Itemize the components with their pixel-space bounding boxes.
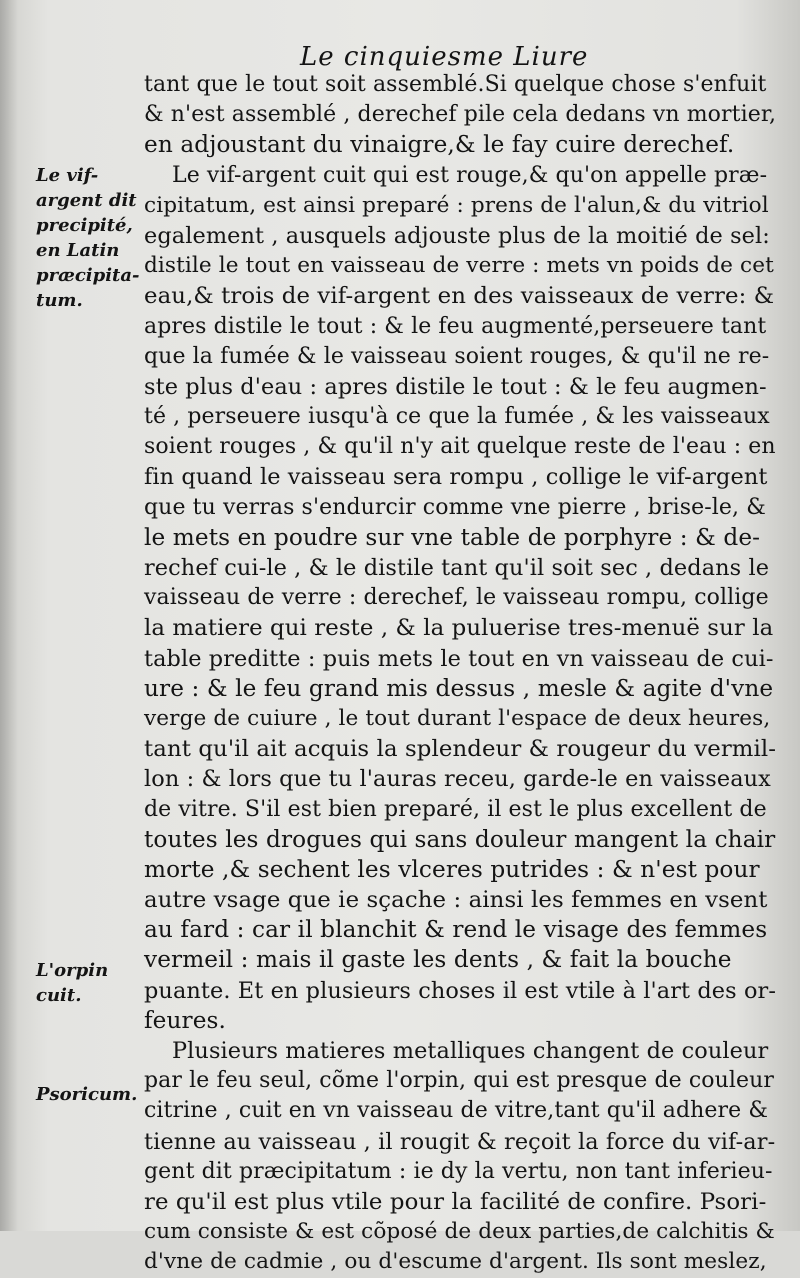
margin-note-line: precipité, xyxy=(36,215,133,236)
text-line: fin quand le vaisseau sera rompu , collige le vif-argent xyxy=(144,464,768,491)
text-line: par le feu seul, cõme l'orpin, qui est presque de couleur xyxy=(144,1068,775,1094)
text-line: eau,& trois de vif-argent en des vaisseaux de verre: & xyxy=(144,283,775,310)
text-line: lon : & lors que tu l'auras receu, garde-le en vaisseaux xyxy=(144,766,771,793)
text-line: feures. xyxy=(144,1006,227,1034)
text-line: que tu verras s'endurcir comme vne pierre , brise-le, & xyxy=(144,494,766,520)
text-line: morte ,& sechent les vlceres putrides : & n'est pour xyxy=(144,855,760,883)
body-text xyxy=(144,70,776,1278)
text-line: té , perseuere iusqu'à ce que la fumée , & les vaisseaux xyxy=(144,404,770,430)
text-line: rechef cui-le , & le distile tant qu'il soit sec , dedans le xyxy=(144,555,770,581)
text-line: puante. Et en plusieurs choses il est vtile à l'art des or- xyxy=(144,977,777,1004)
text-line: distile le tout en vaisseau de verre : mets vn poids de cet xyxy=(144,253,774,279)
margin-note-line: præcipita- xyxy=(36,265,140,286)
text-line: gent dit præcipitatum : ie dy la vertu, non tant inferieu- xyxy=(144,1158,773,1184)
gutter-shadow xyxy=(0,0,18,1231)
text-line: cum consiste & est cõposé de deux parties,de calchitis & xyxy=(144,1219,775,1245)
text-line: ure : & le feu grand mis dessus , mesle & agite d'vne xyxy=(144,674,774,702)
text-line: tant que le tout soit assemblé.Si quelque chose s'enfuit xyxy=(144,72,767,97)
text-line: de vitre. S'il est bien preparé, il est le plus excellent de xyxy=(144,796,767,822)
margin-note-line: L'orpin xyxy=(36,960,109,981)
text-line: tant qu'il ait acquis la splendeur & rougeur du vermil- xyxy=(144,736,777,763)
text-line: en adjoustant du vinaigre,& le fay cuire derechef. xyxy=(144,131,735,159)
text-line: table preditte : puis mets le tout en vn vaisseau de cui- xyxy=(144,645,774,672)
margin-note-orpin xyxy=(36,958,146,1008)
text-line: vermeil : mais il gaste les dents , & fait la bouche xyxy=(144,946,732,974)
text-line: cipitatum, est ainsi preparé : prens de l'alun,& du vitriol xyxy=(144,192,769,218)
text-line: ste plus d'eau : apres distile le tout : & le feu augmen- xyxy=(144,373,767,400)
text-line: la matiere qui reste , & la puluerise tres-menuë sur la xyxy=(144,615,774,642)
paragraph-start-line: Plusieurs matieres metalliques changent de couleur xyxy=(172,1038,769,1064)
text-line: re qu'il est plus vtile pour la facilité de confire. Psori- xyxy=(144,1188,767,1215)
paragraph-start-line: Le vif-argent cuit qui est rouge,& qu'on appelle præ- xyxy=(172,162,768,188)
margin-note-psoricum xyxy=(36,1082,146,1107)
text-line: vaisseau de verre : derechef, le vaisseau rompu, collige xyxy=(144,585,769,611)
text-line: egalement , ausquels adjouste plus de la moitié de sel: xyxy=(144,222,770,249)
text-line: autre vsage que ie sçache : ainsi les femmes en vsent xyxy=(144,887,768,914)
running-head: Le cinquiesme Liure xyxy=(300,42,589,72)
text-line: apres distile le tout : & le feu augmenté,perseuere tant xyxy=(144,313,767,339)
text-line: & n'est assemblé , derechef pile cela dedans vn mortier, xyxy=(144,102,777,128)
margin-note-line: Psoricum. xyxy=(36,1084,138,1105)
margin-note-line: Le vif- xyxy=(36,165,99,186)
margin-note-line: tum. xyxy=(36,290,83,311)
text-line: soient rouges , & qu'il n'y ait quelque reste de l'eau : en xyxy=(144,434,776,460)
text-line: le mets en poudre sur vne table de porphyre : & de- xyxy=(144,523,761,551)
margin-note-line: en Latin xyxy=(36,240,120,261)
text-line: que la fumée & le vaisseau soient rouges, & qu'il ne re- xyxy=(144,343,770,369)
margin-note-line: cuit. xyxy=(36,985,82,1006)
text-line: citrine , cuit en vn vaisseau de vitre,tant qu'il adhere & xyxy=(144,1098,769,1124)
text-line: au fard : car il blanchit & rend le visage des femmes xyxy=(144,916,768,944)
margin-note-line: argent dit xyxy=(36,190,137,211)
text-line: d'vne de cadmie , ou d'escume d'argent. Ils sont meslez, xyxy=(144,1249,767,1275)
margin-note-vif-argent xyxy=(36,163,146,313)
text-line: toutes les drogues qui sans douleur mangent la chair xyxy=(144,825,776,853)
text-line: tienne au vaisseau , il rougit & reçoit la force du vif-ar- xyxy=(144,1128,776,1155)
text-line: verge de cuiure , le tout durant l'espace de deux heures, xyxy=(144,705,771,731)
